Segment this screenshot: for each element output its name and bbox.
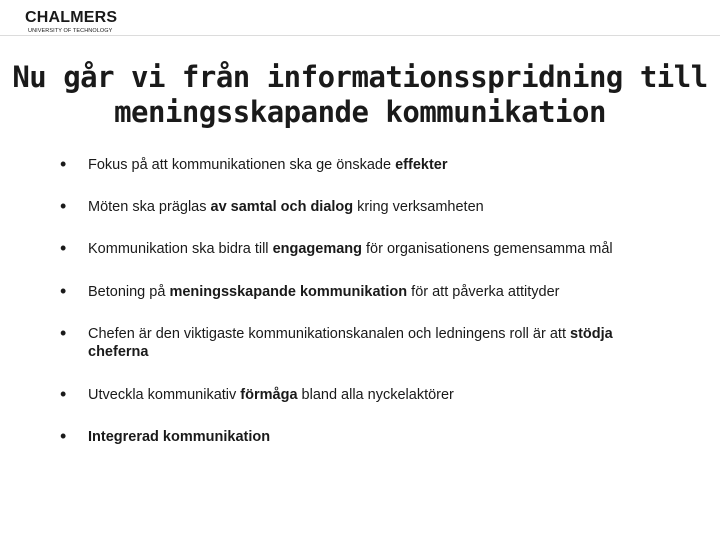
header-divider — [0, 35, 720, 36]
bullet-item — [60, 198, 660, 216]
bullet-text-tail: för organisationens gemensamma mål — [362, 241, 613, 257]
logo-subtitle: UNIVERSITY OF TECHNOLOGY — [28, 28, 113, 34]
bullet-text: Betoning på — [88, 284, 170, 300]
bullet-icon: • — [60, 384, 67, 404]
bullet-icon: • — [60, 426, 67, 446]
bullet-text-tail: bland alla nyckelaktörer — [297, 387, 454, 403]
slide-title-line-2: meningsskapande kommunikation — [114, 95, 606, 129]
bullet-text: Möten ska präglas — [88, 199, 211, 215]
logo-wordmark: CHALMERS — [25, 9, 118, 26]
bullet-text-tail: kring verksamheten — [353, 199, 484, 215]
chalmers-logo — [25, 9, 117, 35]
bullet-icon: • — [60, 238, 67, 258]
bullet-item — [60, 386, 660, 404]
bullet-text: Fokus på att kommunikationen ska ge önskade — [88, 157, 396, 173]
bullet-list — [60, 156, 660, 446]
bullet-item — [60, 240, 660, 258]
slide-title — [0, 60, 720, 130]
bullet-icon: • — [60, 281, 67, 301]
bullet-icon: • — [60, 323, 67, 343]
bullet-text: Utveckla kommunikativ — [88, 387, 241, 403]
bullet-emphasis: engagemang — [272, 241, 362, 257]
bullet-text: Chefen är den viktigaste kommunikationskanalen och ledningens roll är att — [88, 326, 570, 342]
bullet-item — [60, 428, 660, 446]
bullet-emphasis: av samtal och dialog — [210, 199, 354, 215]
bullet-emphasis: stödja cheferna — [88, 326, 613, 360]
bullet-emphasis: förmåga — [240, 387, 298, 403]
bullet-text: Kommunikation ska bidra till — [88, 241, 273, 257]
bullet-item — [60, 156, 660, 174]
bullet-icon: • — [60, 196, 67, 216]
bullet-emphasis: meningsskapande kommunikation — [169, 284, 408, 300]
slide-title-line-1: Nu går vi från informationsspridning till — [12, 60, 708, 94]
bullet-emphasis: Integrerad kommunikation — [88, 429, 271, 445]
bullet-item — [60, 283, 660, 301]
bullet-icon: • — [60, 154, 67, 174]
bullet-item — [60, 325, 660, 361]
bullet-emphasis: effekter — [395, 157, 448, 173]
bullet-text-tail: för att påverka attityder — [407, 284, 560, 300]
